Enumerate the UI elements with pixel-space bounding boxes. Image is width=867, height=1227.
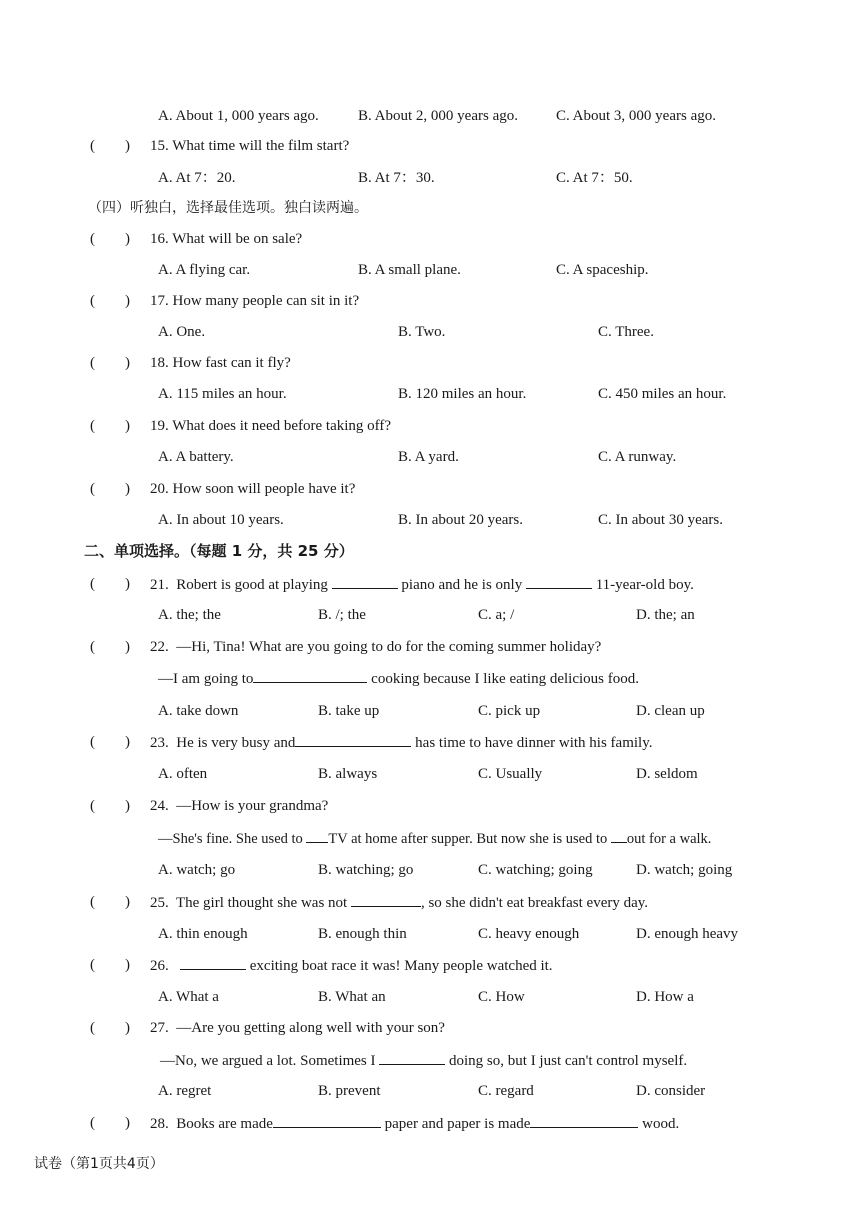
answer-paren-23: ( ) (90, 734, 130, 750)
question-23: 23. He is very busy and has time to have dinner with his family. (150, 732, 652, 753)
q22-option-b: B. take up (318, 703, 380, 719)
q19-option-b: B. A yard. (398, 449, 459, 465)
question-16: 16. What will be on sale? (150, 231, 303, 247)
answer-paren-26: ( ) (90, 957, 130, 973)
q27-option-d: D. consider (636, 1083, 706, 1099)
q14-option-b: B. About 2, 000 years ago. (358, 108, 518, 124)
q16-option-b: B. A small plane. (358, 262, 461, 278)
q14-option-a: A. About 1, 000 years ago. (158, 108, 319, 124)
q26-option-c: C. How (478, 989, 525, 1005)
question-25: 25. The girl thought she was not , so she didn't eat breakfast every day. (150, 892, 648, 913)
question-20: 20. How soon will people have it? (150, 481, 356, 497)
q27-option-b: B. prevent (318, 1083, 381, 1099)
question-26: 26. exciting boat race it was! Many people watched it. (150, 955, 553, 976)
q14-option-c: C. About 3, 000 years ago. (556, 108, 716, 124)
answer-paren-17: ( ) (90, 293, 130, 309)
question-22-line-2: —I am going to cooking because I like eating delicious food. (158, 668, 639, 689)
answer-paren-16: ( ) (90, 231, 130, 247)
question-27: 27. —Are you getting along well with your son? (150, 1020, 445, 1036)
answer-blank[interactable] (253, 668, 367, 683)
answer-blank[interactable] (526, 574, 592, 589)
answer-blank[interactable] (180, 955, 246, 970)
section-2-heading: 二、单项选择。（每题 1 分，共 25 分） (84, 542, 354, 560)
q18-option-b: B. 120 miles an hour. (398, 386, 527, 402)
q15-option-c: C. At 7：50. (556, 170, 633, 186)
q18-option-a: A. 115 miles an hour. (158, 386, 287, 402)
answer-paren-15: ( ) (90, 138, 130, 154)
question-17: 17. How many people can sit in it? (150, 293, 360, 309)
answer-paren-28: ( ) (90, 1115, 130, 1131)
question-19: 19. What does it need before taking off? (150, 418, 392, 434)
page-footer: 试卷（第1页共4页） (34, 1156, 164, 1172)
q17-option-a: A. One. (158, 324, 206, 340)
answer-blank[interactable] (351, 892, 421, 907)
answer-blank[interactable] (379, 1050, 445, 1065)
q23-option-c: C. Usually (478, 766, 543, 782)
answer-blank[interactable] (332, 574, 398, 589)
answer-paren-20: ( ) (90, 481, 130, 497)
q24-option-b: B. watching; go (318, 862, 414, 878)
q27-option-a: A. regret (158, 1083, 212, 1099)
answer-paren-25: ( ) (90, 894, 130, 910)
q21-option-c: C. a; / (478, 607, 515, 623)
answer-paren-19: ( ) (90, 418, 130, 434)
question-21: 21. Robert is good at playing piano and he is only 11-year-old boy. (150, 574, 694, 595)
q20-option-a: A. In about 10 years. (158, 512, 284, 528)
answer-paren-21: ( ) (90, 576, 130, 592)
answer-blank[interactable] (611, 828, 627, 843)
question-24-line-2: —She's fine. She used to TV at home after supper. But now she is used to out for a walk. (158, 828, 711, 849)
q18-option-c: C. 450 miles an hour. (598, 386, 727, 402)
q20-option-c: C. In about 30 years. (598, 512, 723, 528)
q16-option-a: A. A flying car. (158, 262, 251, 278)
q23-option-b: B. always (318, 766, 378, 782)
q16-option-c: C. A spaceship. (556, 262, 649, 278)
q25-option-c: C. heavy enough (478, 926, 580, 942)
q25-option-b: B. enough thin (318, 926, 407, 942)
q15-option-a: A. At 7：20. (158, 170, 236, 186)
question-15: 15. What time will the film start? (150, 138, 350, 154)
q21-option-a: A. the; the (158, 607, 221, 623)
q24-option-c: C. watching; going (478, 862, 593, 878)
q19-option-a: A. A battery. (158, 449, 234, 465)
q22-option-a: A. take down (158, 703, 239, 719)
question-24: 24. —How is your grandma? (150, 798, 329, 814)
answer-blank[interactable] (530, 1113, 638, 1128)
answer-paren-24: ( ) (90, 798, 130, 814)
q24-option-d: D. watch; going (636, 862, 733, 878)
q27-option-c: C. regard (478, 1083, 534, 1099)
q25-option-a: A. thin enough (158, 926, 248, 942)
answer-blank[interactable] (273, 1113, 381, 1128)
question-22: 22. —Hi, Tina! What are you going to do for the coming summer holiday? (150, 639, 602, 655)
q24-option-a: A. watch; go (158, 862, 236, 878)
q22-option-d: D. clean up (636, 703, 705, 719)
question-18: 18. How fast can it fly? (150, 355, 291, 371)
q26-option-a: A. What a (158, 989, 219, 1005)
q21-option-d: D. the; an (636, 607, 695, 623)
q15-option-b: B. At 7：30. (358, 170, 435, 186)
section-4-heading: （四）听独白，选择最佳选项。独白读两遍。 (88, 200, 368, 216)
q22-option-c: C. pick up (478, 703, 541, 719)
q26-option-d: D. How a (636, 989, 694, 1005)
question-28: 28. Books are made paper and paper is made wood. (150, 1113, 679, 1134)
q23-option-d: D. seldom (636, 766, 698, 782)
answer-blank[interactable] (306, 828, 328, 843)
q17-option-b: B. Two. (398, 324, 446, 340)
answer-paren-18: ( ) (90, 355, 130, 371)
answer-blank[interactable] (295, 732, 411, 747)
q20-option-b: B. In about 20 years. (398, 512, 523, 528)
q17-option-c: C. Three. (598, 324, 654, 340)
q26-option-b: B. What an (318, 989, 386, 1005)
q21-option-b: B. /; the (318, 607, 366, 623)
q23-option-a: A. often (158, 766, 208, 782)
answer-paren-22: ( ) (90, 639, 130, 655)
answer-paren-27: ( ) (90, 1020, 130, 1036)
q25-option-d: D. enough heavy (636, 926, 739, 942)
question-27-line-2: —No, we argued a lot. Sometimes I doing so, but I just can't control myself. (160, 1050, 687, 1071)
q19-option-c: C. A runway. (598, 449, 677, 465)
